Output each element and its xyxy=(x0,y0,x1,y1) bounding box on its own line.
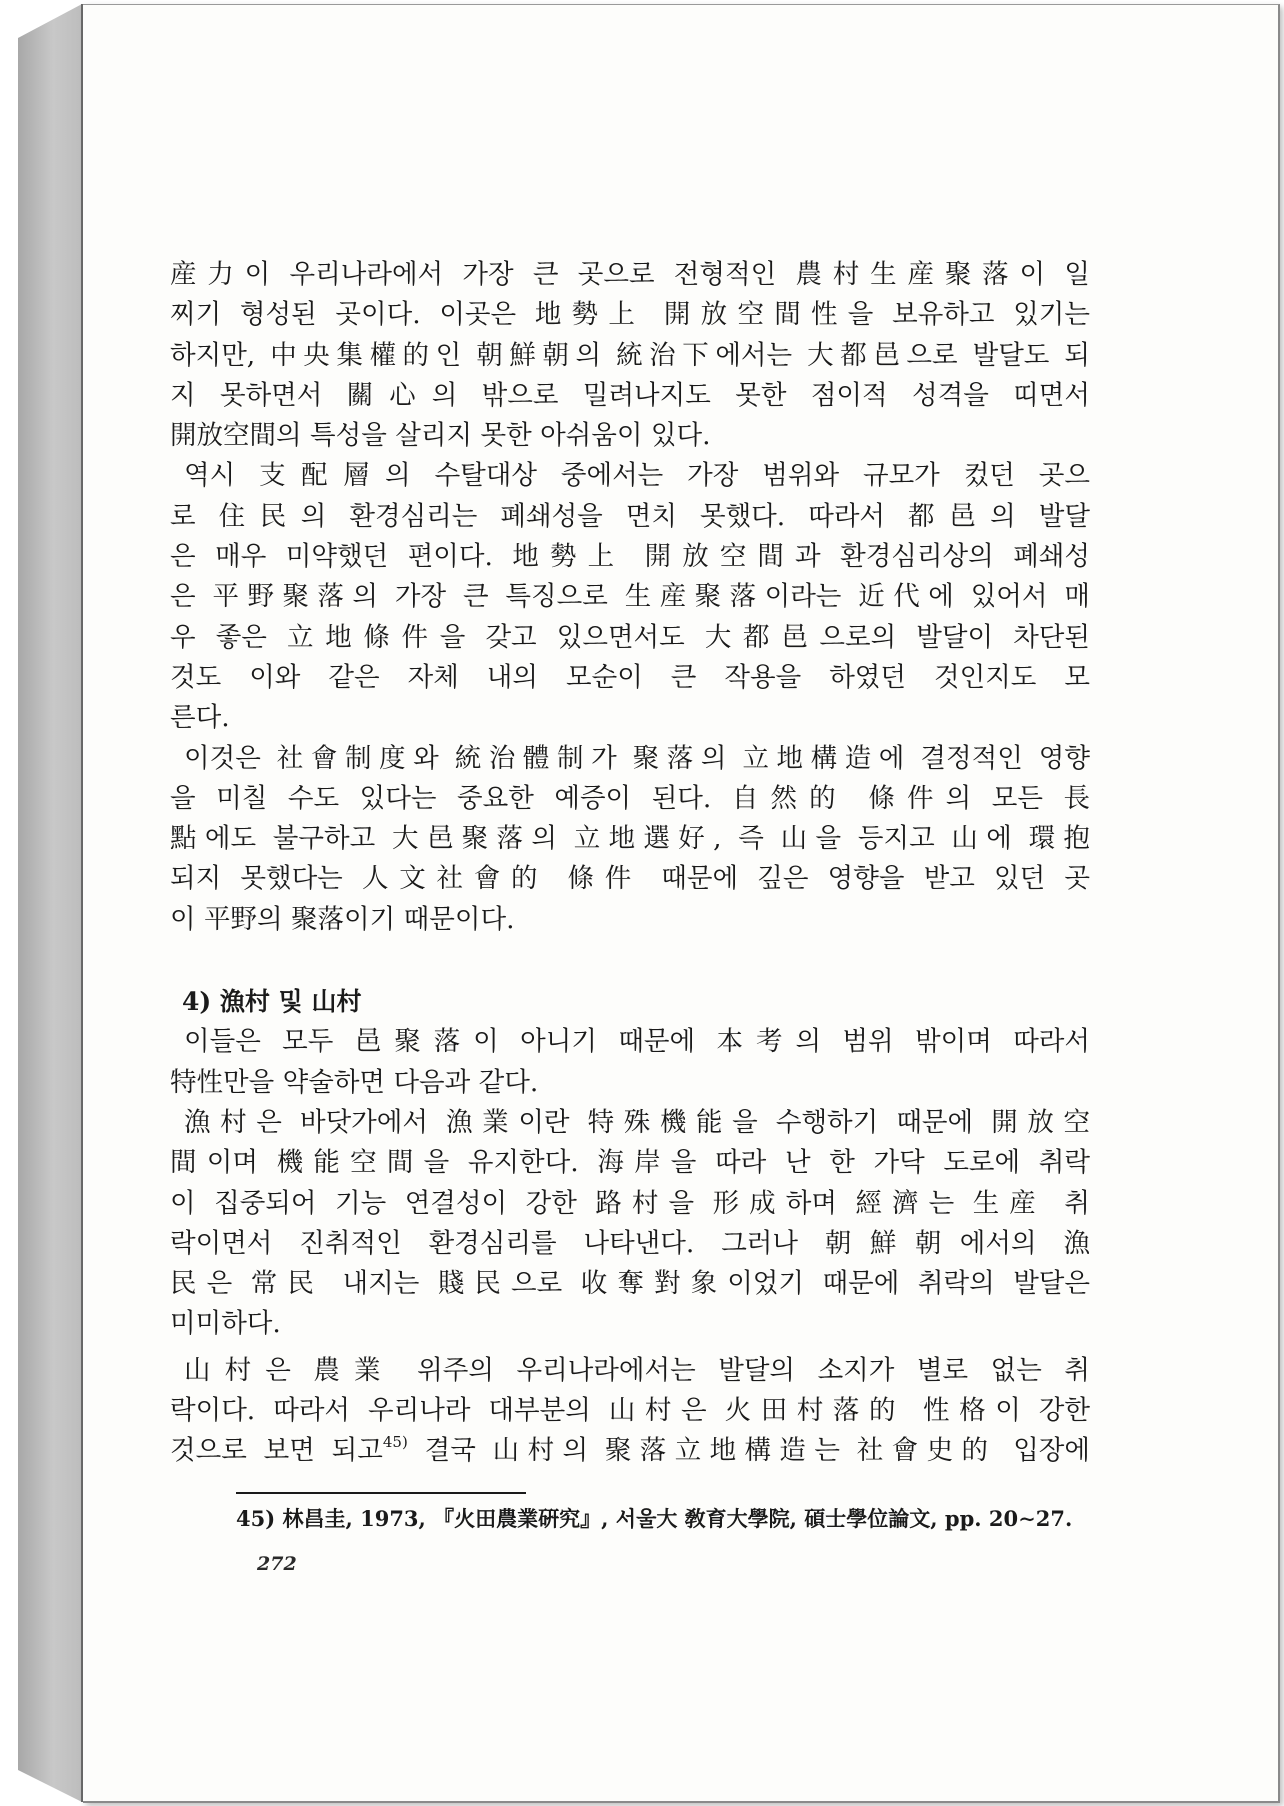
text-fragment: 결국 山村의 聚落立地構造는 社會史的 입장에 xyxy=(407,1435,1091,1467)
text-line: 은 매우 미약했던 편이다. 地勢上 開放空間과 환경심리상의 폐쇄성 xyxy=(170,541,1090,573)
text-line: 開放空間의 특성을 살리지 못한 아쉬움이 있다. xyxy=(170,420,711,452)
text-line: 을 미칠 수도 있다는 중요한 예증이 된다. 自然的 條件의 모든 長 xyxy=(170,782,1090,814)
text-line: 間이며 機能空間을 유지한다. 海岸을 따라 난 한 가닥 도로에 취락 xyxy=(170,1147,1090,1179)
text-line: 역시 支配層의 수탈대상 중에서는 가장 범위와 규모가 컸던 곳으 xyxy=(184,460,1090,492)
footnote-rule xyxy=(236,1492,526,1494)
text-line: 것도 이와 같은 자체 내의 모순이 큰 작용을 하였던 것인지도 모 xyxy=(170,661,1090,693)
text-fragment: 것으로 보면 되고 xyxy=(170,1435,383,1467)
text-line: 山村은 農業 위주의 우리나라에서는 발달의 소지가 별로 없는 취 xyxy=(184,1354,1090,1386)
body-text xyxy=(170,255,1090,1472)
text-line: 락이면서 진취적인 환경심리를 나타낸다. 그러나 朝鮮朝에서의 漁 xyxy=(170,1227,1090,1259)
text-line: 지 못하면서 關心의 밖으로 밀려나지도 못한 점이적 성격을 띠면서 xyxy=(170,379,1090,411)
text-line: 産力이 우리나라에서 가장 큰 곳으로 전형적인 農村生産聚落이 일 xyxy=(170,259,1090,290)
page-number: 272 xyxy=(257,1553,297,1575)
text-line: 은 平野聚落의 가장 큰 특징으로 生産聚落이라는 近代에 있어서 매 xyxy=(170,581,1090,613)
text-line: 로 住民의 환경심리는 폐쇄성을 면치 못했다. 따라서 都邑의 발달 xyxy=(170,500,1090,532)
text-line: 漁村은 바닷가에서 漁業이란 特殊機能을 수행하기 때문에 開放空 xyxy=(184,1106,1090,1138)
section-heading: 4) 漁村 및 山村 xyxy=(182,987,362,1017)
text-line: 點에도 불구하고 大邑聚落의 立地選好, 즉 山을 등지고 山에 環抱 xyxy=(170,823,1090,855)
footnote: 45) 林昌圭, 1973, 『火田農業硏究』, 서울大 敎育大學院, 碩士學位論文, pp. 20∼27. xyxy=(236,1506,1073,1531)
text-line: 되지 못했다는 人文社會的 條件 때문에 깊은 영향을 받고 있던 곳 xyxy=(170,863,1090,895)
text-line: 른다. xyxy=(170,702,230,734)
text-line: 찌기 형성된 곳이다. 이곳은 地勢上 開放空間性을 보유하고 있기는 xyxy=(170,299,1090,331)
text-line: 이들은 모두 邑聚落이 아니기 때문에 本考의 범위 밖이며 따라서 xyxy=(184,1026,1090,1058)
text-line: 락이다. 따라서 우리나라 대부분의 山村은 火田村落的 性格이 강한 xyxy=(170,1395,1090,1427)
text-line: 이것은 社會制度와 統治體制가 聚落의 立地構造에 결정적인 영향 xyxy=(184,742,1090,774)
section-gap xyxy=(170,940,1090,976)
text-line: 이 平野의 聚落이기 때문이다. xyxy=(170,903,515,935)
text-line: 特性만을 약술하면 다음과 같다. xyxy=(170,1066,539,1098)
text-line: 우 좋은 立地條件을 갖고 있으면서도 大都邑으로의 발달이 차단된 xyxy=(170,621,1090,653)
text-line: 하지만, 中央集權的인 朝鮮朝의 統治下에서는 大都邑으로 발달도 되 xyxy=(170,339,1090,371)
text-line: 미미하다. xyxy=(170,1308,281,1340)
book-spine xyxy=(18,4,82,1802)
footnote-ref: 45) xyxy=(382,1433,408,1452)
text-line: 民은 常民 내지는 賤民으로 收奪對象이었기 때문에 취락의 발달은 xyxy=(170,1268,1090,1300)
text-line: 이 집중되어 기능 연결성이 강한 路村을 形成하며 經濟는 生産 취 xyxy=(170,1187,1090,1219)
text-line xyxy=(170,1431,1090,1471)
